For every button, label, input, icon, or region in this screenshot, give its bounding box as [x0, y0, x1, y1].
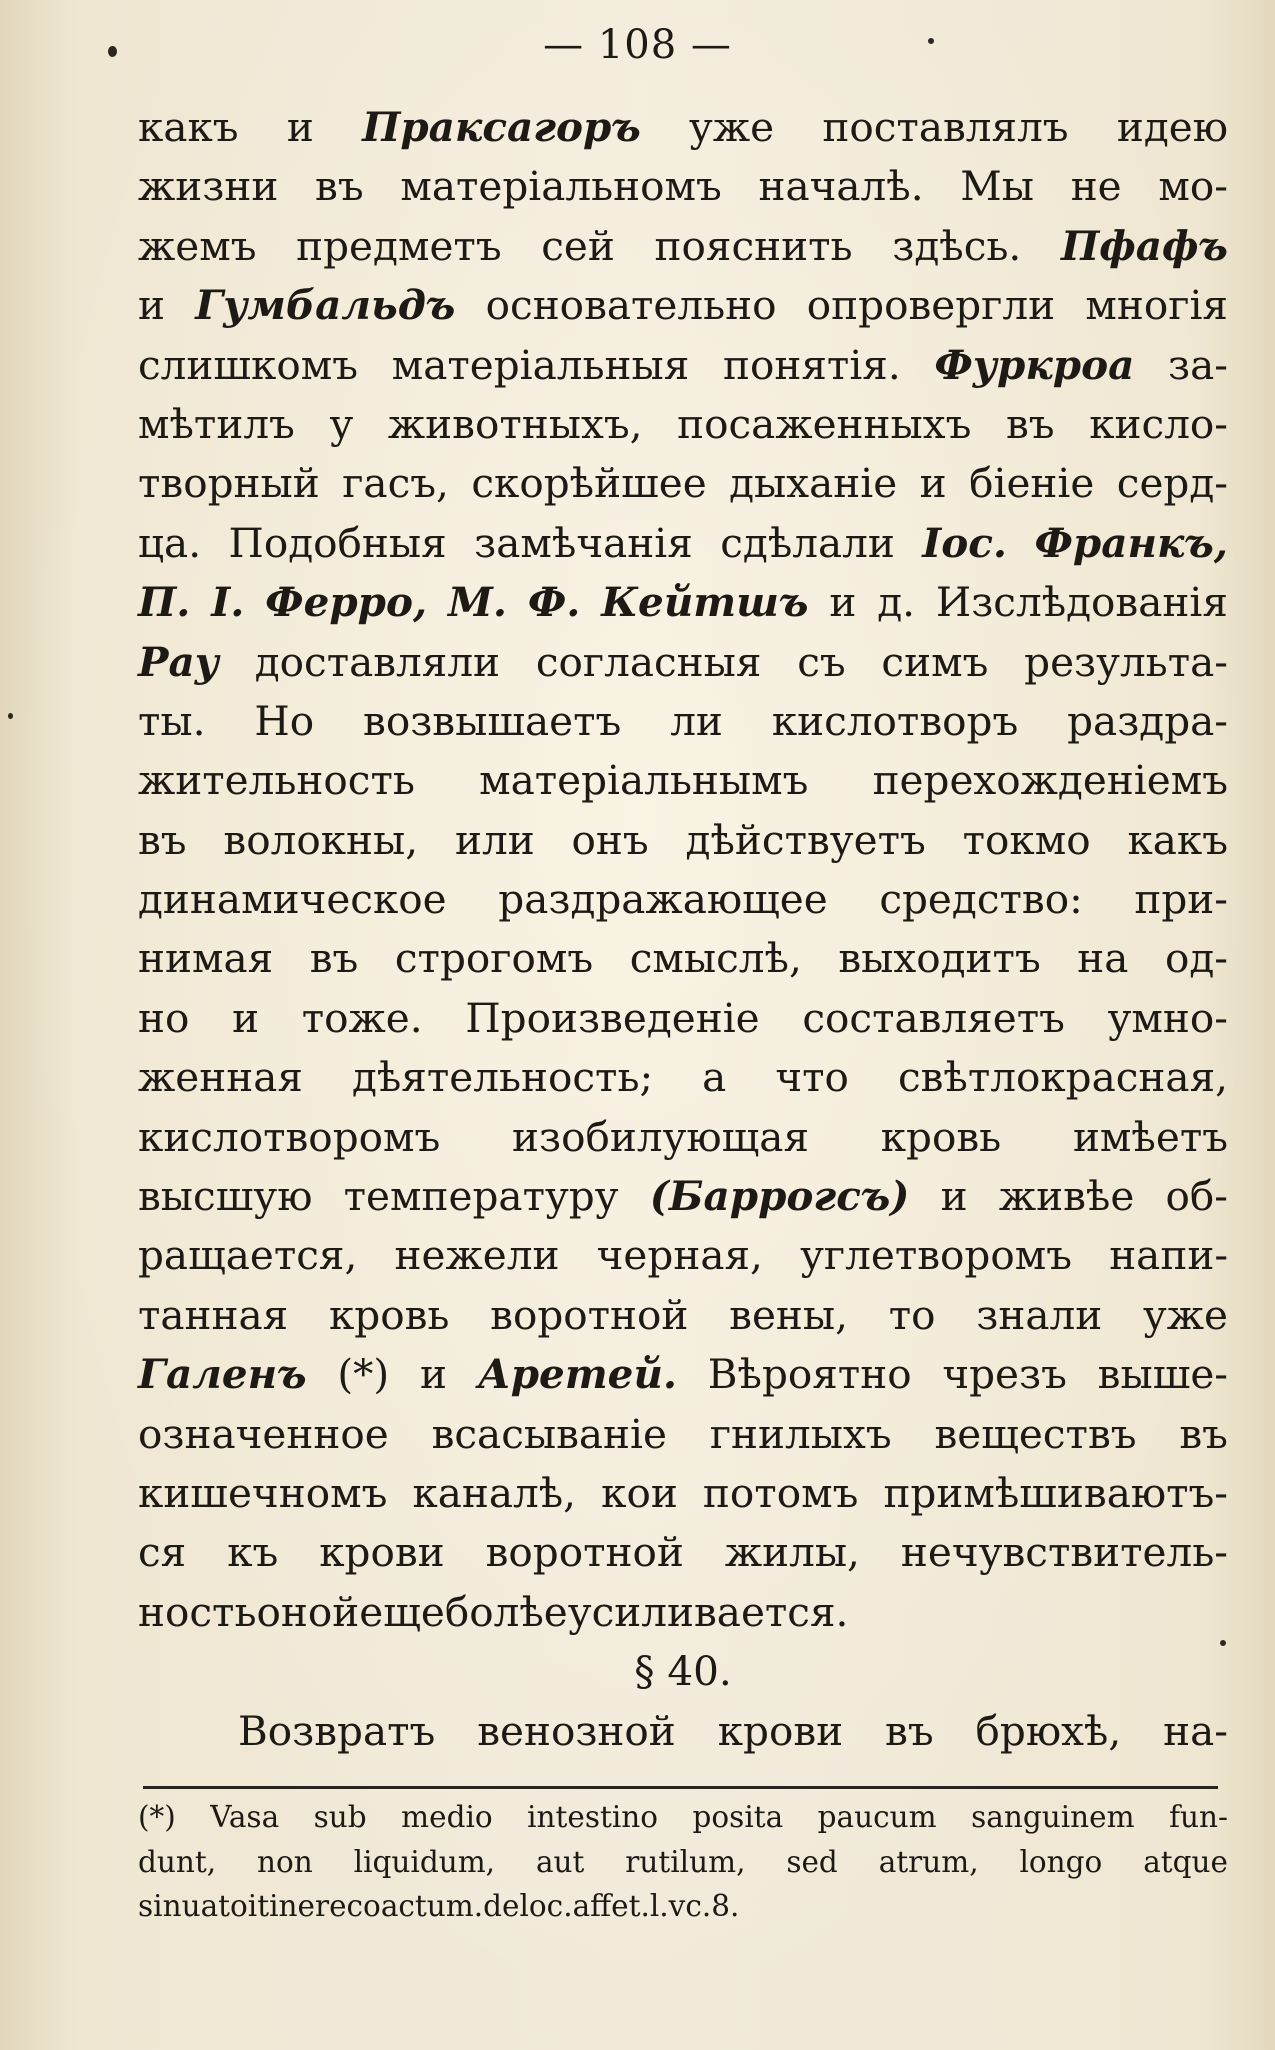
word: примѣшиваютъ-: [883, 1468, 1228, 1517]
word: или: [454, 815, 535, 864]
word: основательно: [485, 281, 777, 330]
word: напи-: [1109, 1231, 1228, 1280]
text-line: [138, 751, 1228, 810]
word: posita: [692, 1800, 784, 1834]
word: потомъ: [702, 1468, 859, 1517]
word: coactum.: [346, 1889, 484, 1923]
word: дѣятельность;: [351, 1053, 654, 1102]
word: нежели: [394, 1231, 560, 1280]
word: изобилующая: [512, 1112, 810, 1161]
word: Vasa: [210, 1800, 280, 1834]
word: ты.: [138, 696, 206, 745]
word: не: [1070, 162, 1122, 211]
text-line: [138, 929, 1228, 988]
word: смыслѣ,: [629, 934, 802, 983]
word: вены,: [729, 1290, 849, 1339]
word: имѣетъ: [1072, 1112, 1228, 1161]
section-heading: § 40.: [634, 1647, 732, 1696]
word: выходитъ: [838, 934, 1041, 983]
word: sed: [786, 1844, 838, 1879]
word: съ: [797, 637, 846, 686]
word: и: [829, 578, 857, 627]
word: sinuato: [138, 1889, 248, 1923]
text-line: [138, 217, 1228, 276]
word: строгомъ: [394, 934, 594, 983]
text-line: [138, 1167, 1228, 1226]
text-line: [138, 157, 1228, 216]
word: при-: [1134, 875, 1228, 924]
word: въ: [309, 934, 359, 983]
word: женная: [138, 1053, 303, 1102]
italic-word: Пфафъ: [1060, 221, 1228, 270]
word: живѣе: [998, 1172, 1135, 1221]
word: въ: [315, 162, 364, 211]
word: здѣсь.: [892, 221, 1022, 270]
word: non: [257, 1844, 313, 1879]
word: affet.: [572, 1889, 650, 1923]
italic-word: (Баррогсъ): [649, 1172, 910, 1221]
word: у: [329, 399, 354, 448]
ink-speck: [108, 46, 117, 57]
word: матеріальнымъ: [479, 756, 809, 805]
italic-word: М.: [448, 578, 507, 627]
word: въ: [138, 815, 187, 864]
word: раздра-: [1067, 696, 1228, 745]
text-line: [138, 1795, 1228, 1840]
text-line: [138, 395, 1228, 454]
word: а: [702, 1053, 727, 1102]
word: жемъ: [138, 221, 257, 270]
text-line: [138, 1405, 1228, 1464]
word: въ: [1179, 1409, 1228, 1458]
word: слишкомъ: [138, 340, 359, 389]
word: тоже.: [301, 993, 423, 1042]
word: динамическое: [138, 875, 447, 924]
word: ращается,: [138, 1231, 358, 1280]
word: то: [888, 1290, 936, 1339]
text-line: [138, 692, 1228, 751]
word: но: [138, 993, 190, 1042]
word: знали: [976, 1290, 1103, 1339]
word: нимая: [138, 934, 274, 983]
word: крови: [319, 1528, 445, 1577]
word: кислотворъ: [771, 696, 1019, 745]
word: longo: [1019, 1844, 1103, 1879]
ink-speck: [1220, 1640, 1226, 1646]
word: волокны,: [223, 815, 419, 864]
word: 8.: [711, 1889, 740, 1923]
word: medio: [401, 1800, 493, 1834]
word: д.: [877, 578, 915, 627]
italic-word: І.: [211, 578, 245, 627]
word: крови: [717, 1706, 844, 1755]
word: дыханіе: [729, 459, 898, 508]
word: каналѣ,: [412, 1468, 577, 1517]
text-line: [138, 1884, 1228, 1929]
word: гасъ,: [342, 459, 449, 508]
word: воротной: [485, 1528, 684, 1577]
word: ность: [138, 1587, 257, 1636]
word: Но: [254, 696, 315, 745]
word: кои: [601, 1468, 678, 1517]
word: кисло-: [1089, 399, 1228, 448]
word: означенное: [138, 1409, 389, 1458]
italic-word: П.: [138, 578, 191, 627]
word: Мы: [960, 162, 1034, 211]
text-line: [138, 1523, 1228, 1582]
word: какъ: [138, 103, 239, 151]
word: болѣе: [444, 1587, 568, 1636]
italic-word: Рау: [138, 637, 219, 686]
word: об-: [1165, 1172, 1228, 1221]
word: согласныя: [535, 637, 762, 686]
word: опровергли: [806, 281, 1056, 330]
word: онъ: [571, 815, 649, 864]
word: понятія.: [723, 340, 901, 389]
footnote-rule: [143, 1786, 1218, 1789]
word: веществъ: [934, 1409, 1137, 1458]
text-line: [138, 276, 1228, 335]
word: перехожденіемъ: [872, 756, 1228, 805]
text-line: [138, 1840, 1228, 1885]
word: rutilum,: [625, 1844, 746, 1879]
text-line: [138, 1286, 1228, 1345]
word: уже: [1142, 1290, 1228, 1339]
word: усиливается.: [567, 1587, 849, 1636]
word: atque: [1143, 1844, 1228, 1879]
paragraph-2: [138, 1702, 1228, 1761]
italic-word: Аретей.: [477, 1350, 677, 1399]
word: Вѣроятно: [707, 1350, 912, 1399]
word: предметъ: [296, 221, 502, 270]
word: поставлялъ: [822, 103, 1069, 151]
word: что: [775, 1053, 849, 1102]
page-number: — 108 —: [543, 22, 732, 68]
word: идею: [1116, 103, 1228, 151]
word: loc.: [519, 1889, 573, 1923]
text-line: [138, 870, 1228, 929]
word: fun-: [1169, 1800, 1228, 1834]
word: гнилыхъ: [709, 1409, 892, 1458]
word: (*): [337, 1350, 390, 1399]
word: токмо: [962, 815, 1091, 864]
word: уже: [689, 103, 775, 151]
text-line: [138, 1702, 1228, 1761]
word: нечувствитель-: [900, 1528, 1228, 1577]
word: скорѣйшее: [471, 459, 707, 508]
word: Возвратъ: [238, 1706, 436, 1755]
word: ли: [670, 696, 723, 745]
word: чрезъ: [942, 1350, 1067, 1399]
word: paucum: [817, 1800, 937, 1834]
word: раздражающее: [498, 875, 828, 924]
word: средство:: [879, 875, 1083, 924]
word: возвышаетъ: [363, 696, 622, 745]
word: aut: [535, 1844, 585, 1879]
word: за-: [1168, 340, 1228, 389]
word: (*): [138, 1800, 176, 1834]
word: мо-: [1158, 162, 1228, 211]
word: ца.: [138, 518, 202, 567]
word: симъ: [881, 637, 989, 686]
word: и: [138, 281, 165, 330]
word: на: [1077, 934, 1129, 983]
word: черная,: [596, 1231, 763, 1280]
italic-word: Кейтшъ: [601, 578, 809, 627]
word: ся: [138, 1528, 187, 1577]
text-line: [138, 454, 1228, 513]
word: творный: [138, 459, 320, 508]
word: началѣ.: [758, 162, 924, 211]
word: дѣйствуетъ: [685, 815, 926, 864]
text-line: [138, 1048, 1228, 1107]
word: жизни: [138, 162, 279, 211]
text-line: [138, 514, 1228, 573]
text-line: [138, 989, 1228, 1048]
word: оной: [256, 1587, 360, 1636]
text-line: [138, 98, 1228, 157]
word: замѣчанія: [474, 518, 693, 567]
word: свѣтлокрасная,: [897, 1053, 1228, 1102]
word: и: [419, 1350, 447, 1399]
word: intestino: [527, 1800, 659, 1834]
word: животныхъ,: [387, 399, 643, 448]
text-line: [138, 811, 1228, 870]
word: жилы,: [724, 1528, 860, 1577]
italic-word: Фуркроа: [934, 340, 1135, 389]
word: atrum,: [878, 1844, 979, 1879]
ink-speck: [8, 713, 13, 719]
word: танная: [138, 1290, 289, 1339]
word: доставляли: [254, 637, 501, 686]
footnote: [138, 1795, 1228, 1929]
italic-word: Іос.: [922, 518, 1008, 567]
word: углетворомъ: [800, 1231, 1072, 1280]
word: матеріальномъ: [400, 162, 722, 211]
word: температуру: [343, 1172, 619, 1221]
word: составляетъ: [802, 993, 1065, 1042]
word: пояснить: [654, 221, 853, 270]
word: sub: [313, 1800, 367, 1834]
word: біеніе: [969, 459, 1095, 508]
italic-word: Галенъ: [138, 1350, 307, 1399]
word: и: [286, 103, 314, 151]
word: сей: [541, 221, 615, 270]
word: брюхѣ,: [975, 1706, 1122, 1755]
italic-word: Франкъ,: [1034, 518, 1228, 567]
word: высшую: [138, 1172, 313, 1221]
word: на-: [1163, 1706, 1228, 1755]
word: од-: [1164, 934, 1228, 983]
italic-word: Ферро,: [265, 578, 428, 627]
text-line: [138, 1108, 1228, 1167]
text-line: [138, 336, 1228, 395]
word: кишечномъ: [138, 1468, 388, 1517]
word: Изслѣдованія: [935, 578, 1228, 627]
word: къ: [227, 1528, 279, 1577]
word: c.: [685, 1889, 712, 1923]
word: какъ: [1127, 815, 1228, 864]
word: сдѣлали: [720, 518, 895, 567]
word: серд-: [1116, 459, 1228, 508]
text-line: [138, 573, 1228, 632]
word: и: [940, 1172, 968, 1221]
word: sanguinem: [971, 1800, 1135, 1834]
word: многія: [1085, 281, 1228, 330]
word: de: [483, 1889, 520, 1923]
word: посаженныхъ: [677, 399, 972, 448]
italic-word: Праксагоръ: [362, 103, 641, 151]
word: мѣтилъ: [138, 399, 295, 448]
word: въ: [885, 1706, 934, 1755]
text-line: [138, 1345, 1228, 1404]
word: результа-: [1024, 637, 1228, 686]
word: кислотворомъ: [138, 1112, 441, 1161]
italic-word: Гумбальдъ: [195, 281, 456, 330]
word: v: [668, 1889, 686, 1923]
word: Подобныя: [228, 518, 447, 567]
word: itinere: [247, 1889, 347, 1923]
text-line: [138, 1464, 1228, 1523]
word: Произведеніе: [465, 993, 760, 1042]
word: матеріальныя: [391, 340, 690, 389]
word: выше-: [1097, 1350, 1228, 1399]
body-text: [138, 98, 1228, 1761]
word: кровь: [880, 1112, 1002, 1161]
word: и: [232, 993, 260, 1042]
word: всасываніе: [431, 1409, 667, 1458]
text-line: [138, 1226, 1228, 1285]
word: еще: [359, 1587, 445, 1636]
word: liquidum,: [353, 1844, 496, 1879]
word: dunt,: [138, 1844, 217, 1879]
paragraph-1: [138, 98, 1228, 1642]
word: кровь: [328, 1290, 450, 1339]
word: умно-: [1107, 993, 1228, 1042]
text-line: [138, 633, 1228, 692]
word: воротной: [490, 1290, 689, 1339]
word: венозной: [477, 1706, 676, 1755]
word: въ: [1006, 399, 1055, 448]
word: и: [919, 459, 947, 508]
text-line: [138, 1583, 1228, 1642]
word: l.: [649, 1889, 669, 1923]
ink-speck: [928, 38, 934, 44]
italic-word: Ф.: [527, 578, 581, 627]
word: жительность: [138, 756, 415, 805]
